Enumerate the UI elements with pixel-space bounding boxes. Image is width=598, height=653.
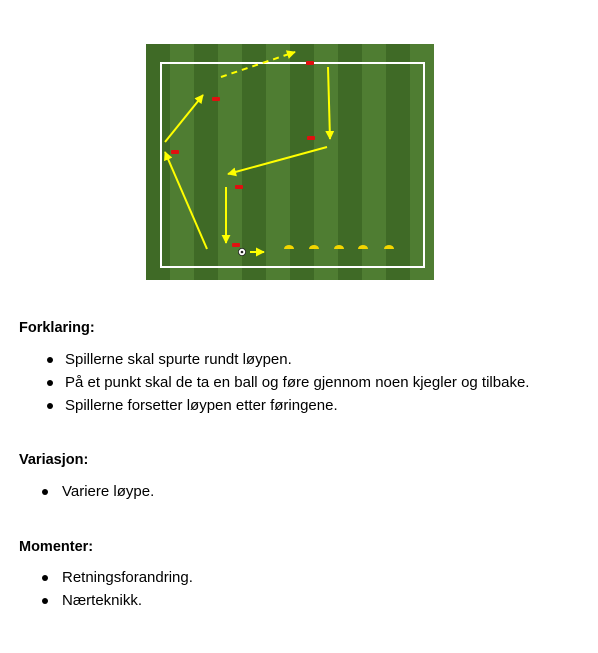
list-item-text: Nærteknikk.	[62, 592, 143, 609]
bullet-icon	[47, 357, 53, 363]
red-cone-marker	[232, 243, 240, 247]
list-variasjon	[62, 480, 154, 503]
bullet-icon	[42, 575, 48, 581]
red-cone-marker	[212, 97, 220, 101]
heading-momenter: Momenter:	[19, 539, 94, 555]
list-item	[62, 480, 154, 503]
bullet-icon	[42, 489, 48, 495]
list-item-text: Variere løype.	[62, 483, 155, 500]
grass-stripes	[146, 44, 434, 280]
list-item-text: Retningsforandring.	[62, 569, 193, 586]
bullet-icon	[42, 598, 48, 604]
list-momenter	[62, 566, 193, 612]
bullet-icon	[47, 380, 53, 386]
heading-forklaring: Forklaring:	[19, 320, 95, 336]
drill-diagram	[146, 44, 434, 280]
red-cone-marker	[306, 61, 314, 65]
list-item	[62, 566, 193, 589]
bullet-icon	[47, 403, 53, 409]
red-cone-marker	[235, 185, 243, 189]
list-item-text: På et punkt skal de ta en ball og føre gjennom noen kjegler og tilbake.	[65, 374, 530, 391]
list-item	[65, 348, 529, 371]
list-item	[65, 371, 529, 394]
red-cone-marker	[171, 150, 179, 154]
list-item-text: Spillerne forsetter løypen etter føringene.	[65, 397, 338, 414]
list-item	[65, 394, 529, 417]
soccer-ball-icon	[238, 248, 245, 255]
heading-variasjon: Variasjon:	[19, 452, 89, 468]
list-forklaring	[65, 348, 529, 417]
list-item	[62, 589, 193, 612]
list-item-text: Spillerne skal spurte rundt løypen.	[65, 351, 292, 368]
red-cone-marker	[307, 136, 315, 140]
